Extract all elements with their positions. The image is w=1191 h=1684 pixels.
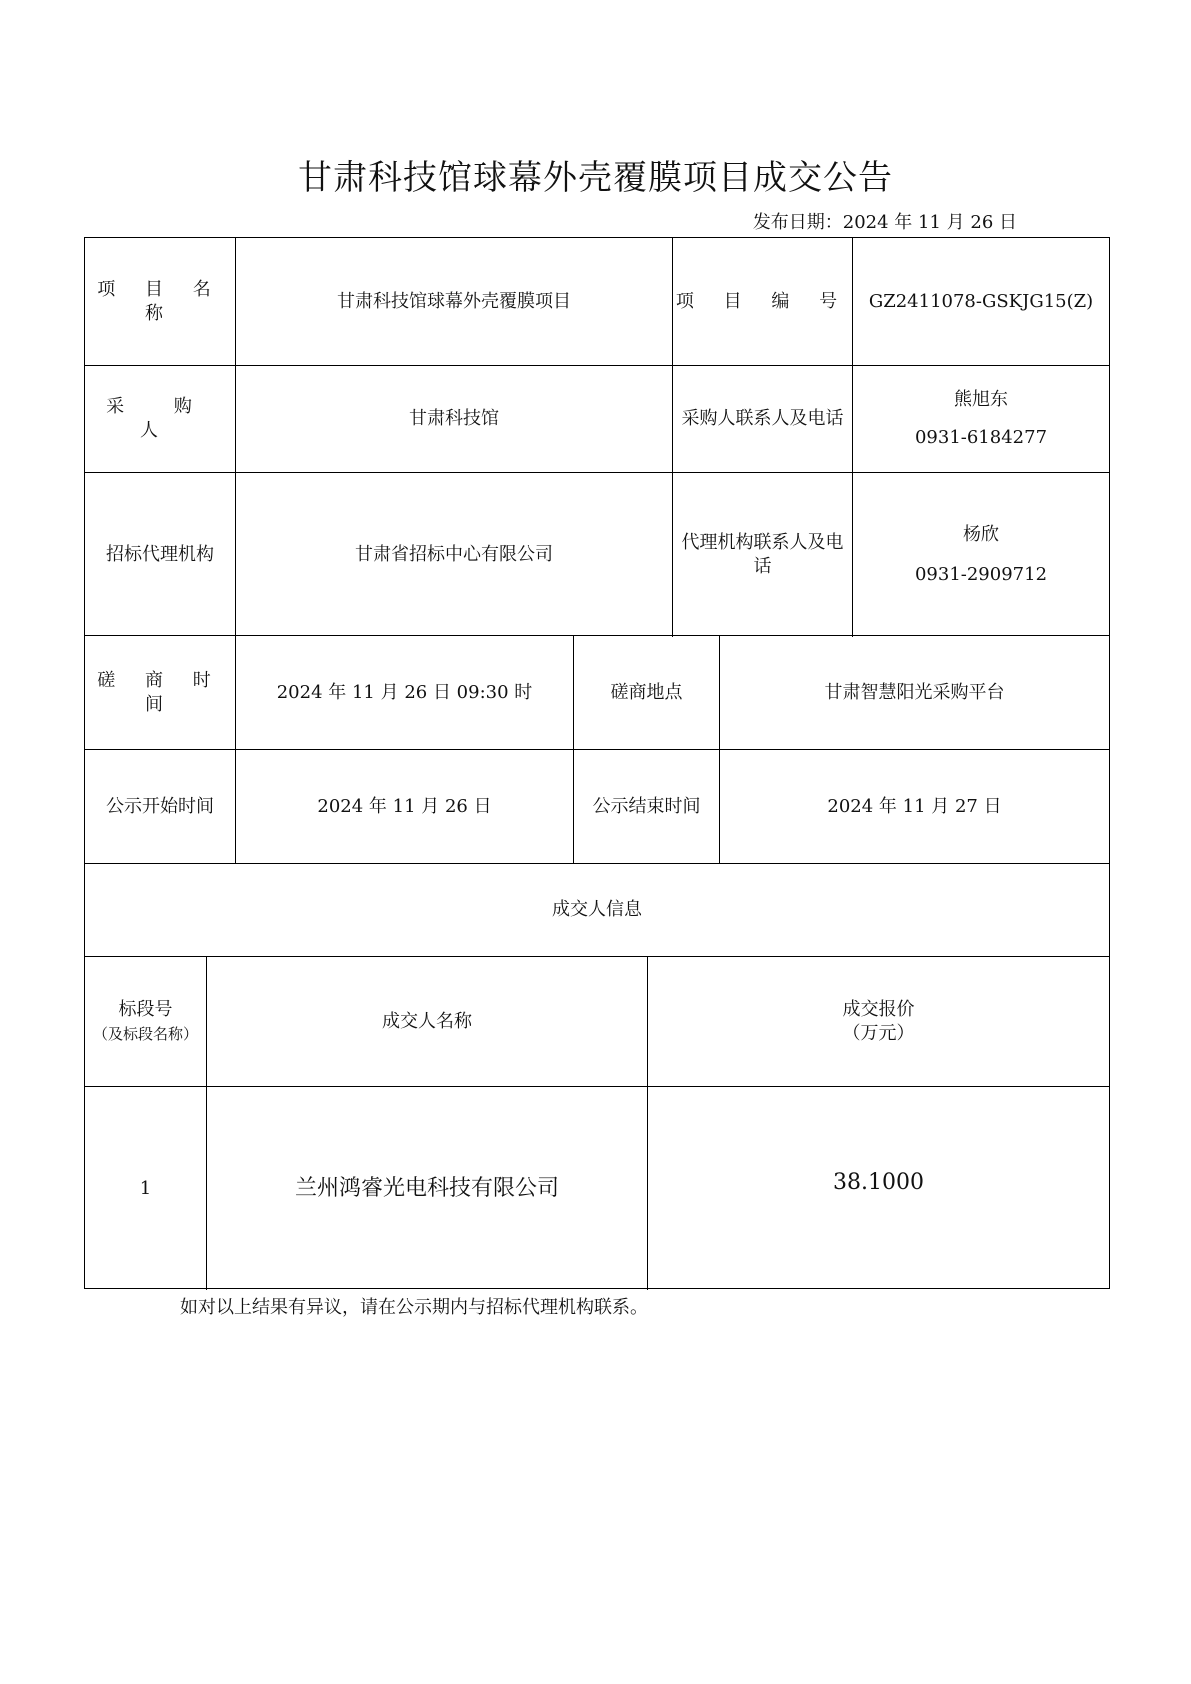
agency-value: 甘肃省招标中心有限公司 [236, 473, 673, 637]
publish-date-value: 2024 年 11 月 26 日 [842, 212, 1017, 233]
price-header-label: 成交报价 [842, 998, 915, 1020]
project-no-label: 项 目 编 号 [673, 238, 853, 365]
project-name-label: 项 目 名 称 [85, 238, 236, 365]
row-agency [85, 473, 1109, 637]
table-row [85, 1087, 1109, 1290]
purchaser-contact [853, 366, 1109, 472]
price-value: 38.1000 [833, 1170, 924, 1195]
row-negotiation [85, 636, 1109, 750]
agency-contact-name: 杨欣 [963, 524, 999, 545]
info-table-top [84, 237, 1110, 636]
agency-label: 招标代理机构 [85, 473, 236, 637]
purchaser-label: 采 购 人 [85, 366, 236, 472]
page-title: 甘肃科技馆球幕外壳覆膜项目成交公告 [298, 158, 893, 198]
price-header [648, 957, 1109, 1086]
negotiation-time-value: 2024 年 11 月 26 日 09:30 时 [236, 636, 574, 749]
project-name-value: 甘肃科技馆球幕外壳覆膜项目 [236, 238, 673, 365]
notice-start-label: 公示开始时间 [85, 750, 236, 863]
price-header-sub: （万元） [842, 1022, 915, 1044]
winner-name-header: 成交人名称 [207, 957, 648, 1086]
purchaser-contact-label: 采购人联系人及电话 [673, 366, 853, 472]
negotiation-place-value: 甘肃智慧阳光采购平台 [824, 681, 1005, 703]
agency-contact-label: 代理机构联系人及电话 [673, 473, 853, 637]
objection-note: 如对以上结果有异议，请在公示期内与招标代理机构联系。 [180, 1297, 648, 1318]
purchaser-value: 甘肃科技馆 [236, 366, 673, 472]
row-winner-section-title [85, 864, 1109, 957]
publish-date-label: 发布日期： [752, 212, 843, 233]
agency-contact-phone: 0931-2909712 [914, 564, 1048, 585]
info-table-bottom [84, 635, 1110, 1289]
row-project [85, 238, 1109, 366]
row-purchaser [85, 366, 1109, 473]
publish-date [753, 208, 1017, 234]
notice-end-value: 2024 年 11 月 27 日 [827, 795, 1002, 817]
winner-name-value: 兰州鸿睿光电科技有限公司 [207, 1087, 648, 1290]
lot-header-label: 标段号 [118, 998, 173, 1020]
purchaser-contact-phone: 0931-6184277 [914, 427, 1048, 448]
negotiation-place-label: 磋商地点 [574, 636, 720, 749]
lot-header [85, 957, 207, 1086]
lot-value: 1 [85, 1087, 207, 1290]
notice-end-label: 公示结束时间 [574, 750, 720, 863]
row-notice-period [85, 750, 1109, 864]
lot-header-sub: （及标段名称） [92, 1024, 198, 1043]
row-winner-header [85, 957, 1109, 1087]
winner-section-title: 成交人信息 [552, 899, 642, 920]
agency-contact [853, 473, 1109, 637]
purchaser-contact-name: 熊旭东 [954, 389, 1008, 410]
negotiation-time-label: 磋 商 时 间 [85, 636, 236, 749]
notice-start-value: 2024 年 11 月 26 日 [236, 750, 574, 863]
project-no-value: GZ2411078-GSKJG15(Z) [868, 290, 1094, 312]
